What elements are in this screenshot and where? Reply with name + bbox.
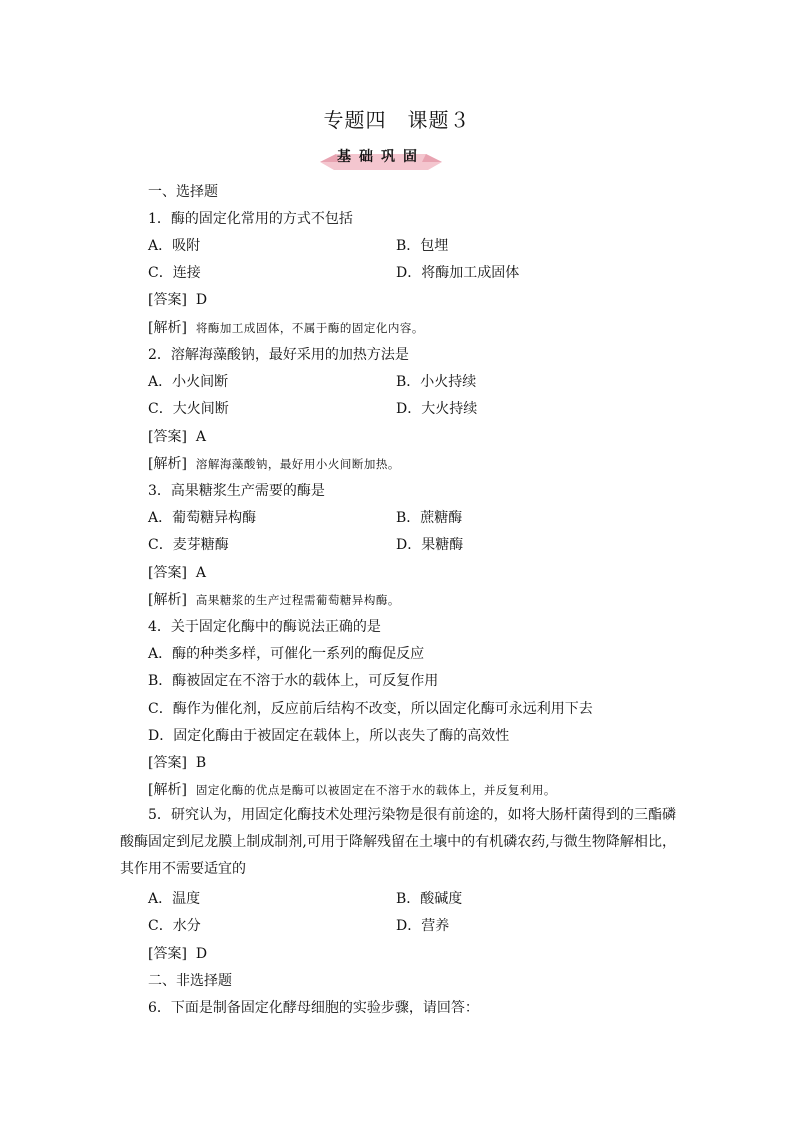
- question-stem: 4．关于固定化酶中的酶说法正确的是: [148, 619, 381, 635]
- section-heading-choice: 一、选择题: [148, 184, 218, 200]
- answer-value: D: [195, 946, 208, 962]
- answer-tag: [答案]: [148, 755, 187, 771]
- answer-value: A: [195, 565, 206, 581]
- analysis-tag: [解析]: [148, 592, 187, 608]
- option-d: D．固定化酶由于被固定在载体上，所以丧失了酶的高效性: [148, 728, 510, 744]
- analysis-line: [148, 317, 424, 337]
- analysis-tag: [解析]: [148, 456, 187, 472]
- analysis-tag: [解析]: [148, 782, 187, 798]
- option-c: C．连接: [148, 265, 201, 281]
- option-c: C．麦芽糖酶: [148, 537, 229, 553]
- answer-tag: [答案]: [148, 565, 187, 581]
- answer-line: [148, 943, 207, 963]
- question-stem: 1．酶的固定化常用的方式不包括: [148, 211, 353, 227]
- option-b: B．酶被固定在不溶于水的载体上，可反复作用: [148, 673, 439, 689]
- answer-line: [148, 562, 206, 582]
- option-a: A．葡萄糖异构酶: [148, 510, 257, 526]
- option-b: B．小火持续: [396, 374, 477, 390]
- section-heading-nonchoice: 二、非选择题: [148, 973, 232, 989]
- option-d: D．大火持续: [396, 401, 478, 417]
- answer-line: [148, 752, 206, 772]
- analysis-text: 将酶加工成固体，不属于酶的固定化内容。: [195, 321, 424, 335]
- answer-line: [148, 426, 206, 446]
- analysis-line: [148, 453, 400, 473]
- answer-tag: [答案]: [148, 946, 187, 962]
- option-d: D．果糖酶: [396, 537, 464, 553]
- question-stem: 3．高果糖浆生产需要的酶是: [148, 483, 325, 499]
- option-b: B．蔗糖酶: [396, 510, 463, 526]
- analysis-line: [148, 589, 400, 609]
- answer-line: [148, 289, 207, 309]
- answer-value: B: [195, 755, 207, 771]
- option-a: A．吸附: [148, 238, 201, 254]
- option-d: D．将酶加工成固体: [396, 265, 520, 281]
- option-c: C．酶作为催化剂，反应前后结构不改变，所以固定化酶可永远利用下去: [148, 701, 593, 717]
- section-banner: [316, 144, 446, 172]
- option-d: D．营养: [396, 918, 450, 934]
- answer-value: D: [195, 292, 208, 308]
- analysis-text: 高果糖浆的生产过程需葡萄糖异构酶。: [195, 593, 400, 607]
- analysis-tag: [解析]: [148, 320, 187, 336]
- answer-tag: [答案]: [148, 429, 187, 445]
- answer-value: A: [195, 429, 206, 445]
- option-a: A．酶的种类多样，可催化一系列的酶促反应: [148, 646, 425, 662]
- analysis-text: 固定化酶的优点是酶可以被固定在不溶于水的载体上，并反复利用。: [195, 783, 556, 797]
- option-b: B．包埋: [396, 238, 449, 254]
- option-b: B．酸碱度: [396, 891, 463, 907]
- page-title: 专题四 课题３: [323, 108, 471, 132]
- question-stem: 6．下面是制备固定化酵母细胞的实验步骤，请回答：: [148, 1000, 479, 1016]
- question-stem-paragraph: 5．研究认为，用固定化酶技术处理污染物是很有前途的，如将大肠杆菌得到的三酯磷酸酶固定到尼龙膜上制成制剂,可用于降解残留在土壤中的有机磷农药,与微生物降解相比，其作用不需要适宜的: [120, 807, 676, 877]
- banner-title: 基础巩固: [337, 149, 425, 165]
- option-c: C．大火间断: [148, 401, 229, 417]
- analysis-text: 溶解海藻酸钠，最好用小火间断加热。: [195, 457, 400, 471]
- answer-tag: [答案]: [148, 292, 187, 308]
- analysis-line: [148, 779, 556, 799]
- option-c: C．水分: [148, 918, 201, 934]
- option-a: A．温度: [148, 891, 201, 907]
- option-a: A．小火间断: [148, 374, 229, 390]
- question-stem: 2．溶解海藻酸钠，最好采用的加热方法是: [148, 347, 409, 363]
